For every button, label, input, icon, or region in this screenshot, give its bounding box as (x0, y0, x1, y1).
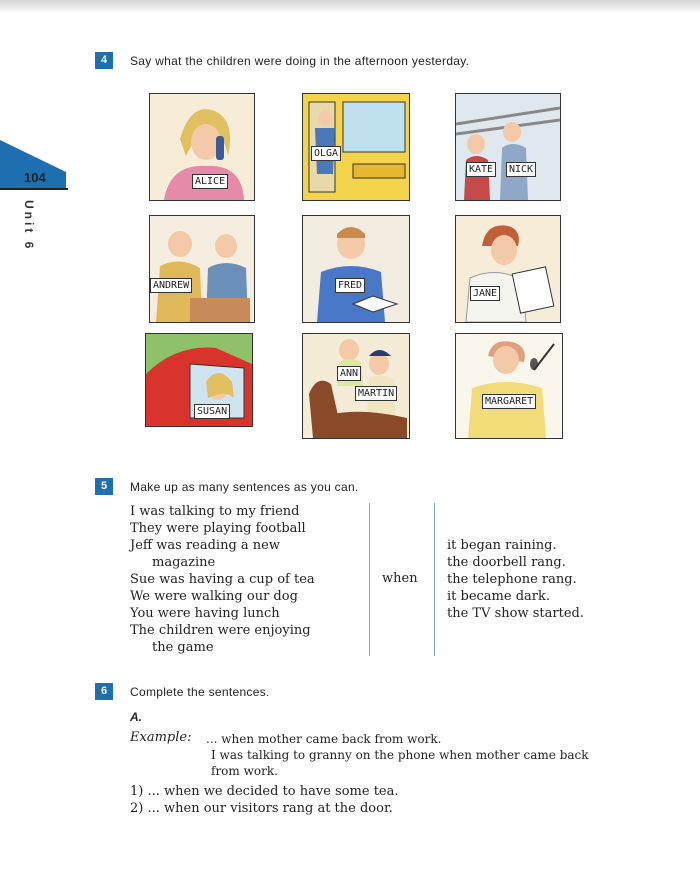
name-tag-susan: SUSAN (194, 404, 230, 419)
name-tag-fred: FRED (335, 278, 365, 293)
example-prompt: ... when mother came back from work. (206, 732, 442, 746)
sentence-start: Jeff was reading a new (130, 538, 280, 553)
picture-margaret (455, 333, 563, 439)
page-number: 104 (24, 170, 46, 185)
sentence-start: Sue was having a cup of tea (130, 572, 315, 587)
picture-kate-nick-illustration (456, 94, 560, 200)
sentence-start: We were walking our dog (130, 589, 298, 604)
conjunction-when: when (382, 571, 418, 586)
name-tag-jane: JANE (470, 286, 500, 301)
exercise-5-number: 5 (95, 478, 113, 495)
picture-andrew-illustration (150, 216, 254, 322)
name-tag-andrew: ANDREW (150, 278, 192, 293)
picture-fred-illustration (303, 216, 409, 322)
picture-alice (149, 93, 255, 201)
name-tag-ann: ANN (337, 366, 361, 381)
sentence-start: I was talking to my friend (130, 504, 300, 519)
name-tag-nick: NICK (506, 162, 536, 177)
picture-kate-nick (455, 93, 561, 201)
picture-jane (455, 215, 561, 323)
example-label: Example: (130, 730, 192, 745)
exercise-5-instruction: Make up as many sentences as you can. (130, 480, 359, 494)
column-divider-left (369, 503, 370, 656)
sentence-starts-column (130, 503, 370, 656)
unit-label: Unit 6 (22, 200, 36, 252)
sentence-start: They were playing football (130, 521, 306, 536)
part-a-label: A. (130, 710, 142, 724)
picture-margaret-illustration (456, 334, 562, 438)
sentence-ends-column (447, 537, 627, 622)
sentence-start: magazine (152, 555, 216, 570)
example-answer: I was talking to granny on the phone when mother came back from work. (211, 748, 589, 778)
sentence-end: it began raining. (447, 538, 557, 553)
picture-olga (302, 93, 410, 201)
exercise-item: 2) ... when our visitors rang at the door. (130, 801, 393, 816)
exercise-4-number: 4 (95, 52, 113, 69)
picture-andrew (149, 215, 255, 323)
top-shadow-bar (0, 0, 700, 14)
name-tag-margaret: MARGARET (482, 394, 536, 409)
name-tag-alice: ALICE (192, 174, 228, 189)
picture-ann-martin (302, 333, 410, 439)
exercise-6-number: 6 (95, 683, 113, 700)
column-divider-right (434, 503, 435, 656)
exercise-4-instruction: Say what the children were doing in the afternoon yesterday. (130, 54, 470, 68)
exercise-6-instruction: Complete the sentences. (130, 685, 270, 699)
sentence-end: the telephone rang. (447, 572, 577, 587)
exercise-items (130, 783, 399, 817)
sentence-end: the TV show started. (447, 606, 584, 621)
exercise-item: 1) ... when we decided to have some tea. (130, 784, 399, 799)
picture-fred (302, 215, 410, 323)
sentence-end: the doorbell rang. (447, 555, 566, 570)
picture-jane-illustration (456, 216, 560, 322)
name-tag-olga: OLGA (311, 146, 341, 161)
picture-susan (145, 333, 253, 427)
name-tag-martin: MARTIN (355, 386, 397, 401)
sentence-start: You were having lunch (130, 606, 280, 621)
sentence-start: the game (152, 640, 214, 655)
name-tag-kate: KATE (466, 162, 496, 177)
sentence-start: The children were enjoying (130, 623, 311, 638)
sentence-end: it became dark. (447, 589, 551, 604)
page-number-rule (0, 188, 68, 190)
